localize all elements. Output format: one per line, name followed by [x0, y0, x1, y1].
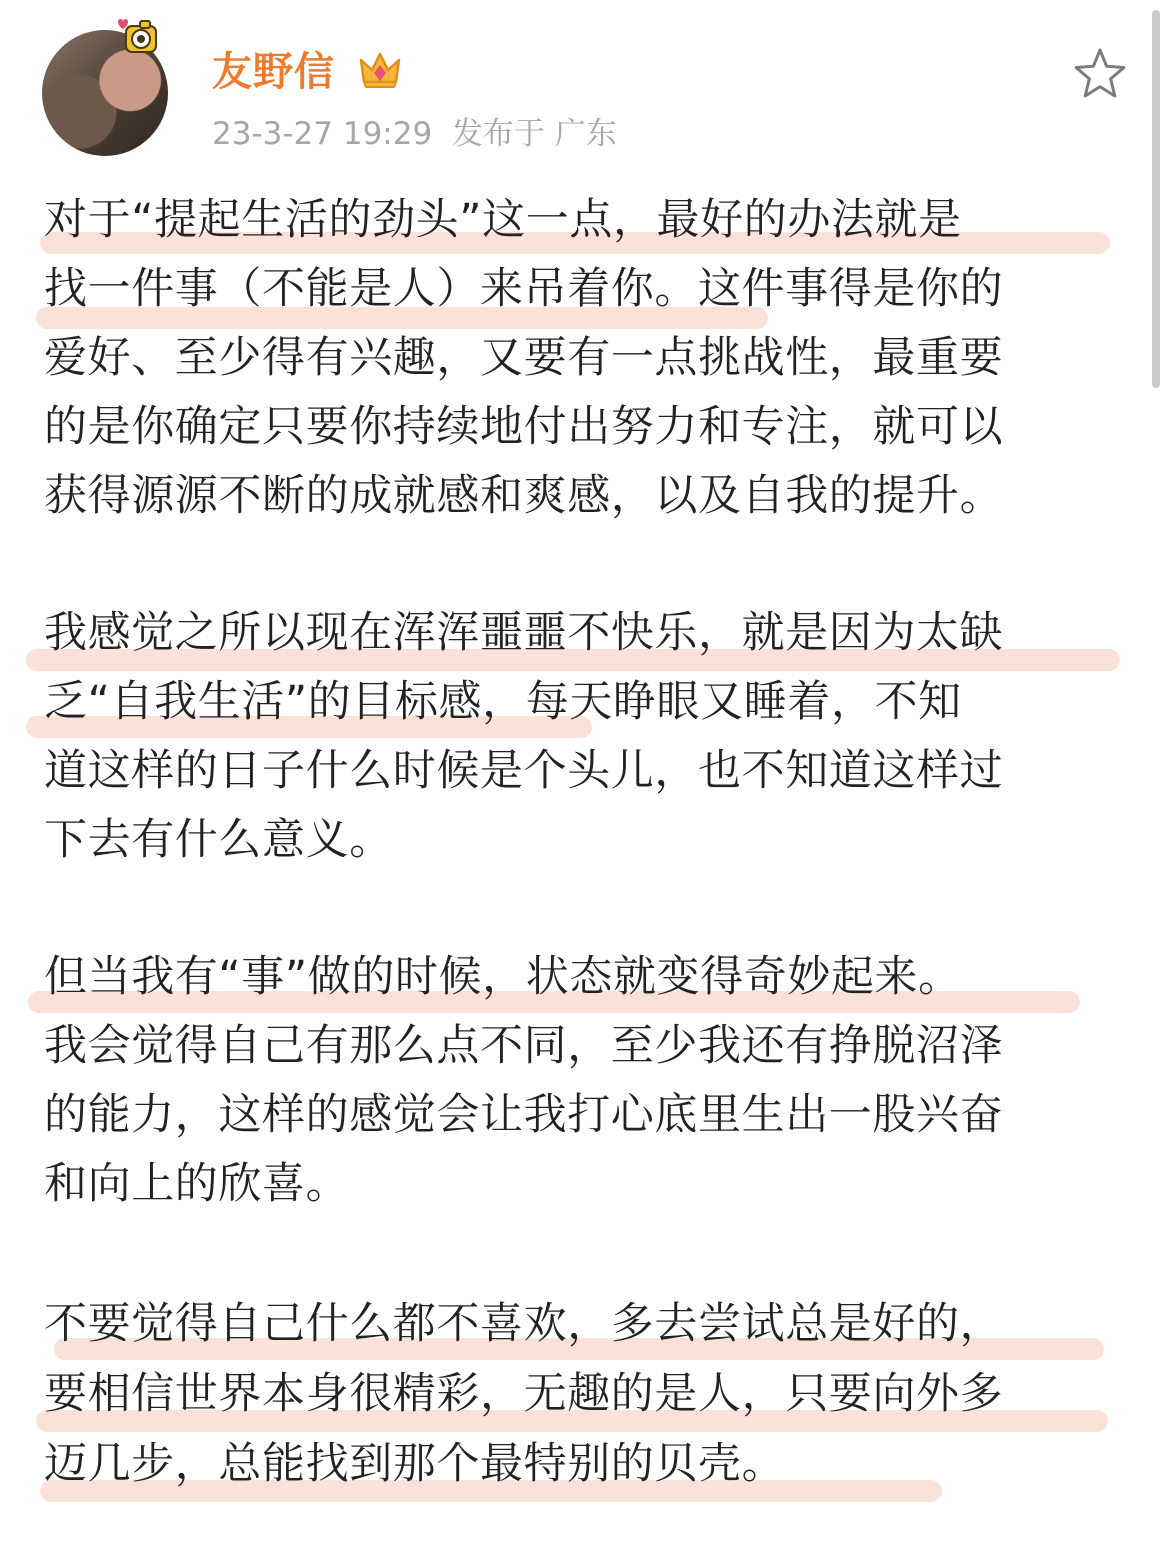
post-text-line: 乏“自我生活”的目标感，每天睁眼又睡着，不知	[44, 677, 962, 727]
post-text-line: 道这样的日子什么时候是个头儿，也不知道这样过	[44, 746, 1004, 796]
username[interactable]: 友野信	[212, 49, 335, 95]
post-text-line: 要相信世界本身很精彩，无趣的是人，只要向外多	[44, 1369, 1004, 1419]
post-text-line: 找一件事（不能是人）来吊着你。这件事得是你的	[44, 264, 1004, 314]
post-location: 发布于 广东	[451, 116, 617, 152]
post-text-line: 和向上的欣喜。	[44, 1159, 350, 1209]
post-timestamp: 23-3-27 19:29	[212, 116, 433, 152]
post-text-line: 我会觉得自己有那么点不同，至少我还有挣脱沼泽	[44, 1021, 1004, 1071]
post-text-line: 的能力，这样的感觉会让我打心底里生出一股兴奋	[44, 1090, 1004, 1140]
post-text-line: 的是你确定只要你持续地付出努力和专注，就可以	[44, 402, 1004, 452]
post-text-line: 但当我有“事”做的时候，状态就变得奇妙起来。	[44, 952, 962, 1002]
post-text-line: 对于“提起生活的劲头”这一点，最好的办法就是	[44, 195, 962, 245]
post-text-line: 我感觉之所以现在浑浑噩噩不快乐，就是因为太缺	[44, 608, 1004, 658]
post-text-line: 获得源源不断的成就感和爽感，以及自我的提升。	[44, 471, 1004, 521]
post-text-line: 不要觉得自己什么都不喜欢，多去尝试总是好的，	[44, 1299, 1004, 1349]
post-text-line: 下去有什么意义。	[44, 815, 393, 865]
post-text-line: 迈几步，总能找到那个最特别的贝壳。	[44, 1439, 786, 1489]
post-text-line: 爱好、至少得有兴趣，又要有一点挑战性，最重要	[44, 333, 1004, 383]
